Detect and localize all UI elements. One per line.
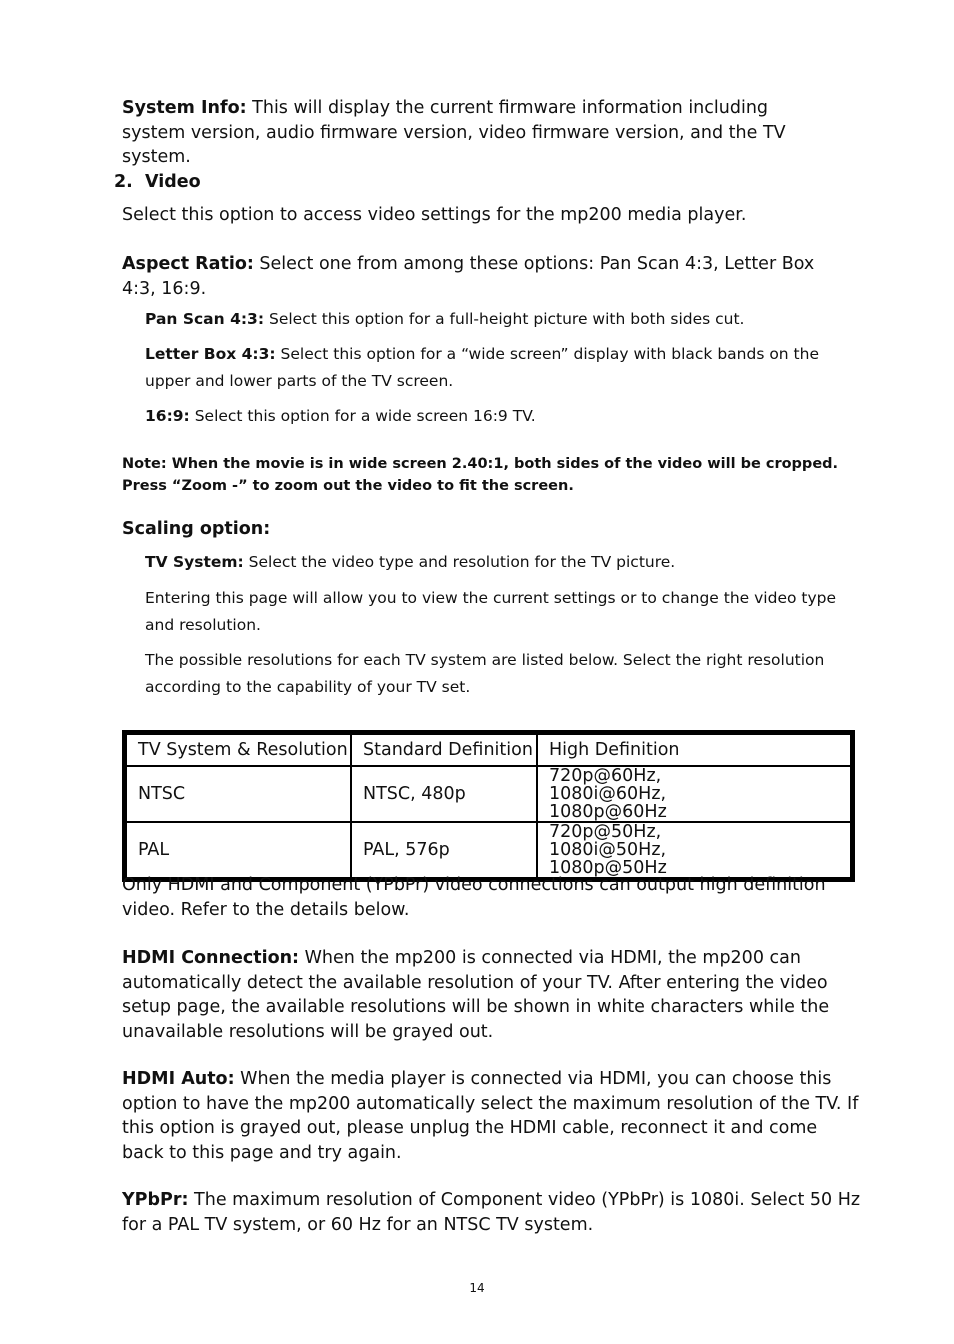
table-cell: PAL, 576p (351, 822, 537, 880)
tv-system-label: TV System: (145, 553, 244, 571)
video-section-heading (114, 172, 414, 192)
letter-box-text: Select this option for a “wide screen” display with black bands on the upper and lower parts of the TV screen. (145, 345, 819, 390)
table-cell (537, 766, 853, 822)
ypbpr-paragraph (122, 1188, 862, 1237)
table-cell-text: 720p@50Hz, 1080i@50Hz, 1080p@50Hz (549, 821, 667, 878)
ypbpr-label: YPbPr: (122, 1190, 189, 1210)
table-cell: PAL (125, 822, 352, 880)
resolution-table (122, 730, 855, 882)
table-header-row (125, 733, 853, 766)
table-cell: NTSC (125, 766, 352, 822)
hdmi-connection-label: HDMI Connection: (122, 948, 300, 968)
aspect-ratio-label: Aspect Ratio: (122, 254, 254, 274)
table-header-cell: Standard Definition (351, 733, 537, 766)
table-row (125, 822, 853, 880)
letter-box-label: Letter Box 4:3: (145, 345, 276, 363)
hdmi-auto-text: When the media player is connected via HDMI, you can choose this option to have the mp200 automatically select the maximum resolution of the TV. If this option is grayed out, please unplug the HDMI cable, reconnect it and come back to this page and try again. (122, 1069, 859, 1163)
table-row (125, 766, 853, 822)
aspect-ratio-text: Select one from among these options: Pan Scan 4:3, Letter Box 4:3, 16:9. (122, 254, 815, 299)
table-cell (537, 822, 853, 880)
video-section-title: Video (145, 172, 201, 192)
pan-scan-option (145, 306, 845, 333)
video-section-number: 2. (114, 172, 133, 192)
system-info-label: System Info: (122, 98, 247, 118)
system-info-paragraph (122, 96, 822, 170)
table-cell: NTSC, 480p (351, 766, 537, 822)
crop-note (122, 453, 882, 497)
table-cell-text: 720p@60Hz, 1080i@60Hz, 1080p@60Hz (549, 765, 667, 822)
hd-output-note: Only HDMI and Component (YPbPr) video connections can output high definition video. Refer to the details below. (122, 875, 826, 920)
letter-box-option (145, 341, 825, 395)
video-intro: Select this option to access video settings for the mp200 media player. (122, 205, 747, 225)
table-header-cell: High Definition (537, 733, 853, 766)
tv-system-paragraph (145, 549, 845, 576)
hdmi-connection-paragraph (122, 946, 852, 1044)
crop-note-line-1: Note: When the movie is in wide screen 2.40:1, both sides of the video will be cropped. (122, 456, 839, 472)
ypbpr-text: The maximum resolution of Component video (YPbPr) is 1080i. Select 50 Hz for a PAL TV system, or 60 Hz for an NTSC TV system. (122, 1190, 861, 1235)
pan-scan-text: Select this option for a full-height picture with both sides cut. (264, 310, 745, 328)
scaling-para-1: Entering this page will allow you to view the current settings or to change the video type and resolution. (145, 589, 837, 634)
wide-169-label: 16:9: (145, 407, 190, 425)
system-info-text: This will display the current firmware information including system version, audio firmware version, video firmware version, and the TV system. (122, 98, 786, 167)
hdmi-connection-text: When the mp200 is connected via HDMI, the mp200 can automatically detect the available resolution of your TV. After entering the video setup page, the available resolutions will be shown in white characters while the unavailable resolutions will be grayed out. (122, 948, 830, 1042)
scaling-para-2: The possible resolutions for each TV system are listed below. Select the right resolution according to the capability of your TV set. (145, 651, 825, 696)
aspect-ratio-paragraph (122, 252, 832, 301)
pan-scan-label: Pan Scan 4:3: (145, 310, 265, 328)
wide-169-text: Select this option for a wide screen 16:9 TV. (189, 407, 536, 425)
hdmi-auto-paragraph (122, 1067, 862, 1165)
scaling-heading: Scaling option: (122, 519, 271, 539)
table-header-cell: TV System & Resolution (125, 733, 352, 766)
crop-note-line-2: Press “Zoom -” to zoom out the video to fit the screen. (122, 478, 574, 494)
hdmi-auto-label: HDMI Auto: (122, 1069, 235, 1089)
page-number: 14 (469, 1281, 485, 1295)
wide-169-option (145, 403, 825, 430)
tv-system-text: Select the video type and resolution for the TV picture. (243, 553, 676, 571)
